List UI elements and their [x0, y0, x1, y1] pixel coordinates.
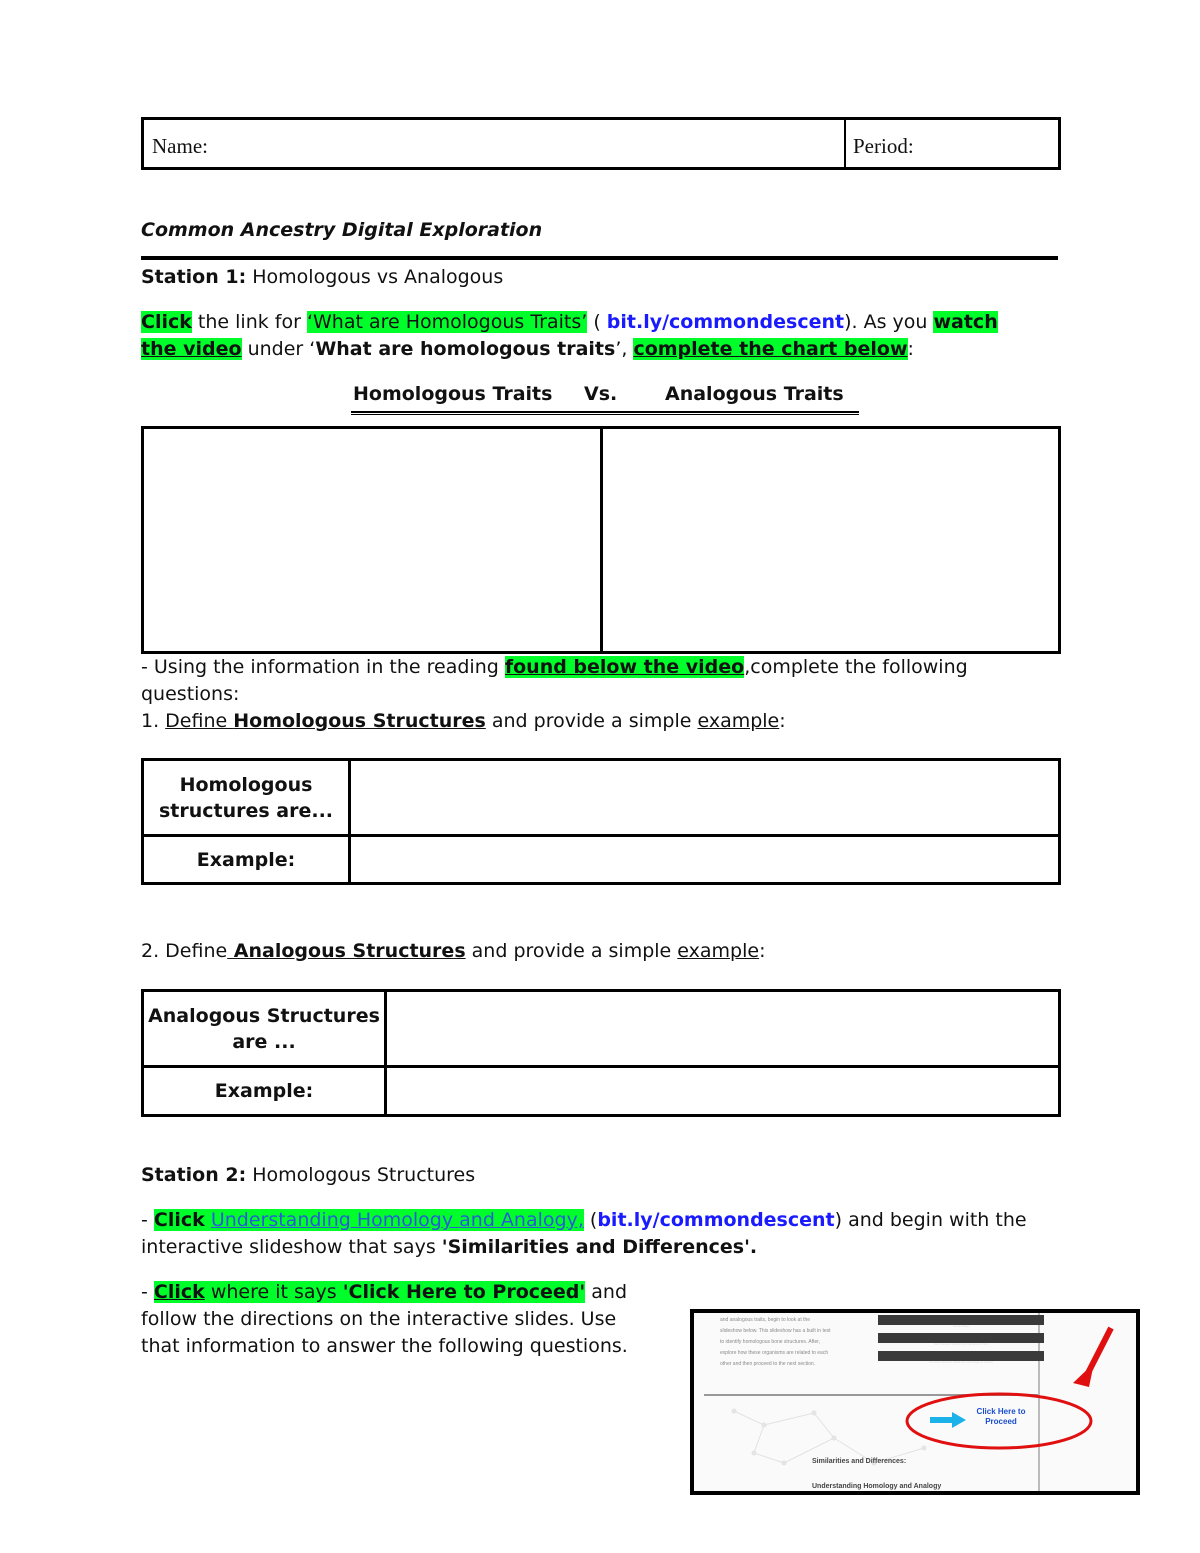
- title-rule: [141, 256, 1058, 260]
- video-url-link[interactable]: bit.ly/commondescent: [606, 311, 845, 333]
- station2-url-link[interactable]: bit.ly/commondescent: [597, 1209, 835, 1231]
- screenshot-menu-item: Next Section: Exploring Analogous Traits: [933, 1342, 989, 1346]
- homologous-definition-table: [141, 758, 1061, 885]
- comparison-header-rule: [351, 411, 859, 415]
- watch-label: watch: [933, 311, 998, 333]
- screenshot-menu-item: Previous Section: What are Homologous Traits?: [929, 1360, 993, 1364]
- vs-label: Vs.: [584, 383, 618, 405]
- reading-instruction-cont: questions:: [141, 683, 240, 705]
- screenshot-caption: Similarities and Differences:: [812, 1458, 907, 1465]
- name-period-divider: [844, 120, 846, 167]
- screenshot-caption-2: Understanding Homology and Analogy: [812, 1483, 942, 1490]
- analogous-definition-answer[interactable]: [386, 991, 1060, 1067]
- question-2: 2. Define Analogous Structures and provide a simple example:: [141, 940, 766, 962]
- question-1: 1. Define Homologous Structures and provide a simple example:: [141, 710, 786, 732]
- station2-instruction-line1: - Click Understanding Homology and Analogy, (bit.ly/commondescent) and begin with the: [141, 1209, 1027, 1231]
- blue-arrow-icon: [930, 1417, 954, 1423]
- reading-instruction: - Using the information in the reading found below the video,complete the following: [141, 656, 968, 678]
- network-background-graphic: [732, 1409, 926, 1465]
- analogous-example-label: Example:: [143, 1067, 386, 1116]
- analogous-example-answer[interactable]: [386, 1067, 1060, 1116]
- homologous-example-label: Example:: [143, 836, 350, 884]
- analogous-definition-label: Analogous Structures are ...: [143, 991, 386, 1067]
- name-period-box: [141, 117, 1061, 170]
- screenshot-menu-item: Home Page: [953, 1324, 969, 1328]
- name-field-label: Name:: [152, 134, 208, 158]
- homologous-traits-answer-cell[interactable]: [144, 429, 600, 651]
- analogous-traits-heading: Analogous Traits: [665, 383, 844, 405]
- homologous-definition-answer[interactable]: [350, 760, 1060, 836]
- analogous-definition-table: [141, 989, 1061, 1117]
- station2-instruction-line2: interactive slideshow that says 'Similarities and Differences'.: [141, 1236, 758, 1258]
- homologous-definition-label: Homologous structures are...: [143, 760, 350, 836]
- slideshow-screenshot: [690, 1309, 1140, 1495]
- screenshot-body-text: and analogous traits, begin to look at the slideshow below. This slideshow has a built in test to identify homologous bone structures. After, explore how these organisms are related to each other and then proceed to the next section.: [720, 1317, 831, 1367]
- station1-instruction-line1: Click the link for ‘What are Homologous Traits’ ( bit.ly/commondescent). As you watch: [141, 311, 998, 333]
- analogous-traits-answer-cell[interactable]: [600, 429, 1059, 651]
- homology-analogy-link[interactable]: Understanding Homology and Analogy,: [210, 1209, 584, 1231]
- blue-arrowhead-icon: [952, 1412, 966, 1428]
- comparison-chart: [141, 426, 1061, 654]
- station1-heading: Station 1: Homologous vs Analogous: [141, 266, 504, 288]
- period-field-label: Period:: [853, 134, 914, 158]
- station2-instruction-line4: follow the directions on the interactive slides. Use: [141, 1308, 617, 1330]
- red-pointer-arrowhead-icon: [1073, 1363, 1094, 1387]
- screenshot-menu: [878, 1317, 1044, 1371]
- click-label: Click: [141, 311, 192, 333]
- station2-instruction-line3: - Click where it says 'Click Here to Proceed' and: [141, 1281, 628, 1303]
- station2-instruction-line5: that information to answer the following questions.: [141, 1335, 628, 1357]
- homologous-traits-heading: Homologous Traits: [353, 383, 553, 405]
- station1-instruction-line2: the video under ‘What are homologous traits’, complete the chart below:: [141, 338, 914, 360]
- worksheet-title: Common Ancestry Digital Exploration: [141, 219, 543, 241]
- homologous-example-answer[interactable]: [350, 836, 1060, 884]
- video-link-title[interactable]: ‘What are Homologous Traits’: [306, 311, 588, 333]
- station2-heading: Station 2: Homologous Structures: [141, 1164, 476, 1186]
- click-here-to-proceed-button[interactable]: Click Here to Proceed: [976, 1407, 1026, 1426]
